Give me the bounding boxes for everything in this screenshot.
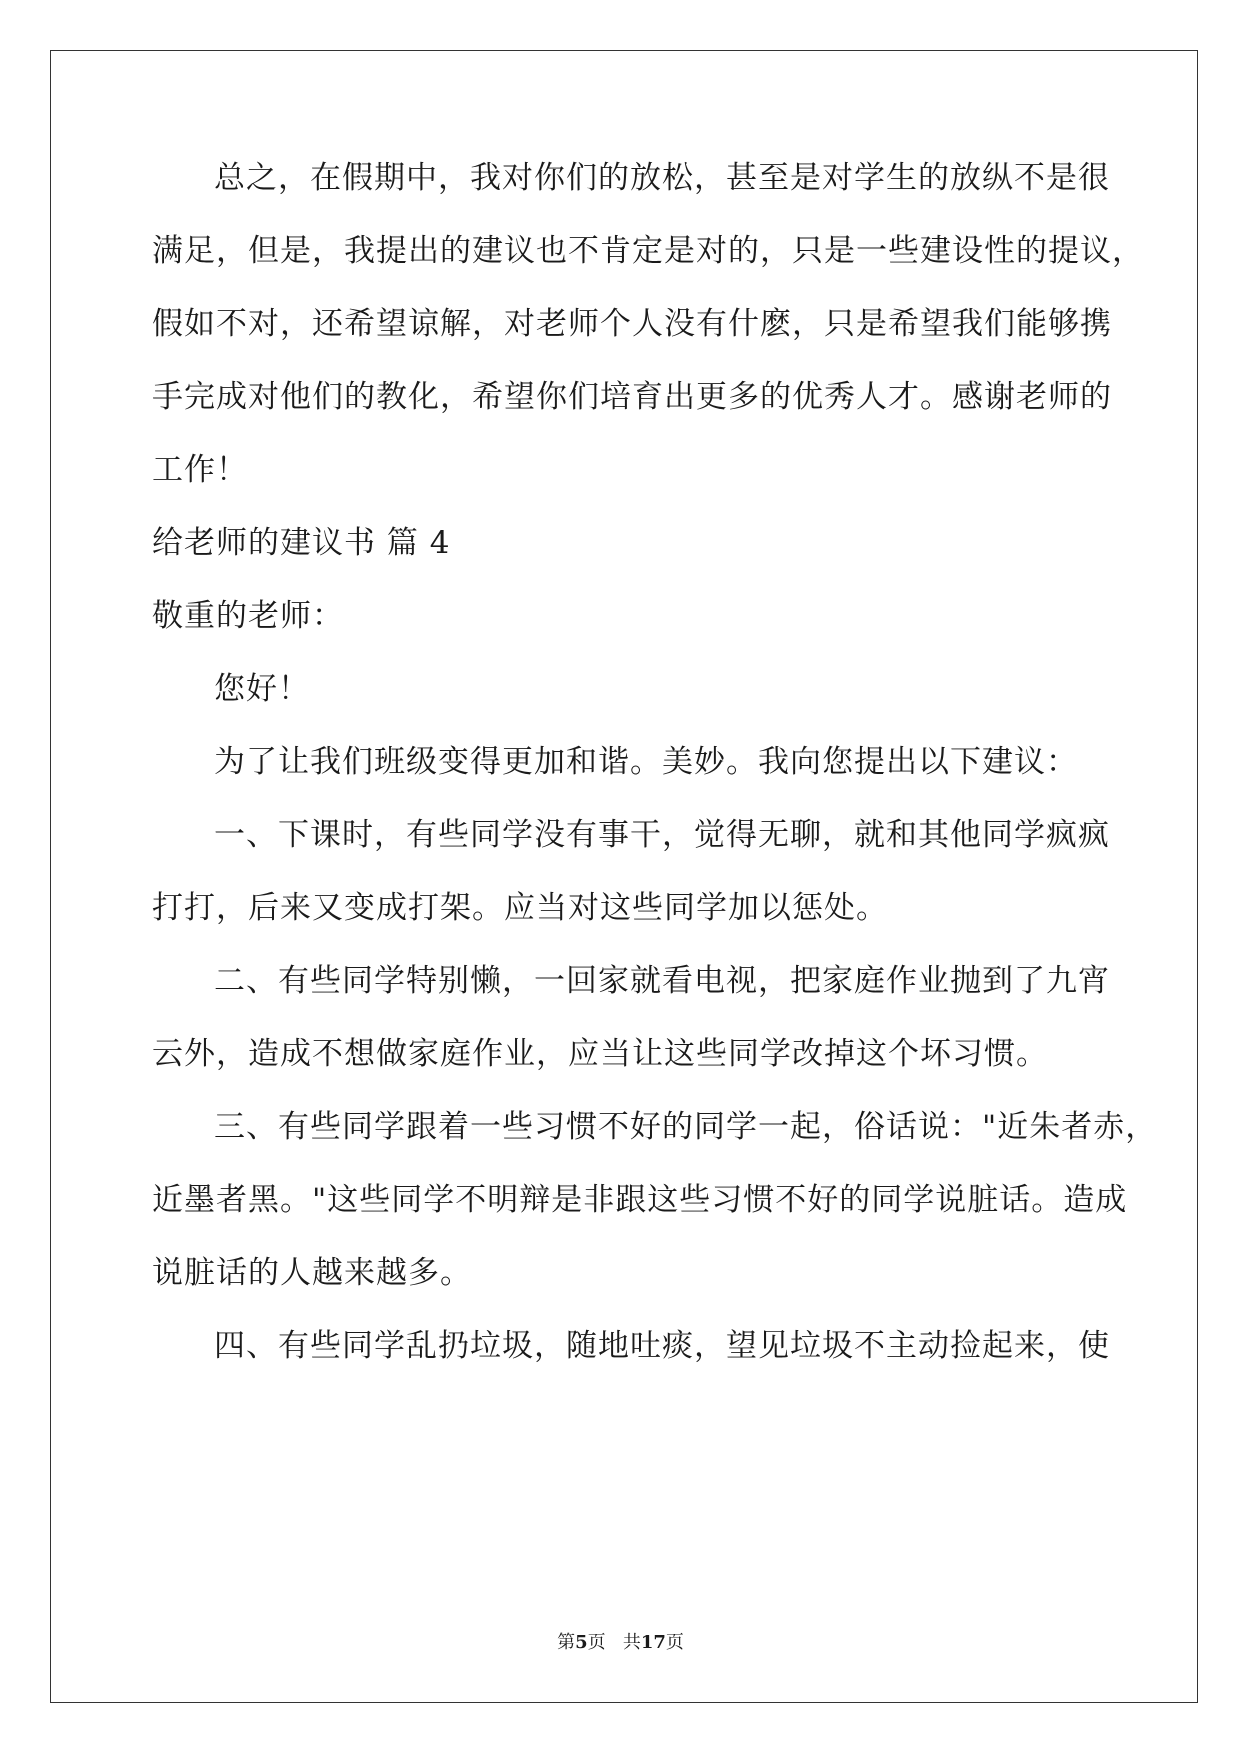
paragraph-line: 一、下课时，有些同学没有事干，觉得无聊，就和其他同学疯疯 <box>214 817 1110 853</box>
footer-page-unit: 页 <box>587 1632 606 1653</box>
page-footer <box>0 1632 1241 1654</box>
paragraph-line: 说脏话的人越来越多。 <box>152 1255 472 1291</box>
paragraph-line: 近墨者黑。"这些同学不明辩是非跟这些习惯不好的同学说脏话。造成 <box>152 1182 1128 1218</box>
paragraph-line: 为了让我们班级变得更加和谐。美妙。我向您提出以下建议： <box>214 744 1078 780</box>
footer-total-prefix: 共 <box>622 1632 641 1653</box>
salutation: 敬重的老师： <box>152 598 344 634</box>
paragraph-line: 打打，后来又变成打架。应当对这些同学加以惩处。 <box>152 890 888 926</box>
paragraph-line: 三、有些同学跟着一些习惯不好的同学一起，俗话说："近朱者赤， <box>214 1109 1158 1145</box>
paragraph-line: 二、有些同学特别懒，一回家就看电视，把家庭作业抛到了九宵 <box>214 963 1110 999</box>
paragraph-line: 云外，造成不想做家庭作业，应当让这些同学改掉这个坏习惯。 <box>152 1036 1048 1072</box>
paragraph-line: 四、有些同学乱扔垃圾，随地吐痰，望见垃圾不主动捡起来，使 <box>214 1328 1110 1364</box>
paragraph-line: 满足，但是，我提出的建议也不肯定是对的，只是一些建设性的提议， <box>152 233 1144 269</box>
paragraph-line: 工作！ <box>152 452 248 488</box>
page-border <box>50 50 1198 1703</box>
total-page-number: 17 <box>640 1632 666 1653</box>
footer-total-unit: 页 <box>665 1632 684 1653</box>
footer-prefix: 第 <box>557 1632 576 1653</box>
current-page-number: 5 <box>575 1632 588 1653</box>
paragraph-line: 手完成对他们的教化，希望你们培育出更多的优秀人才。感谢老师的 <box>152 379 1112 415</box>
section-heading: 给老师的建议书 篇 4 <box>152 525 451 561</box>
paragraph-line: 总之，在假期中，我对你们的放松，甚至是对学生的放纵不是很 <box>214 160 1110 196</box>
paragraph-line: 假如不对，还希望谅解，对老师个人没有什麽，只是希望我们能够携 <box>152 306 1112 342</box>
greeting: 您好！ <box>214 671 310 707</box>
